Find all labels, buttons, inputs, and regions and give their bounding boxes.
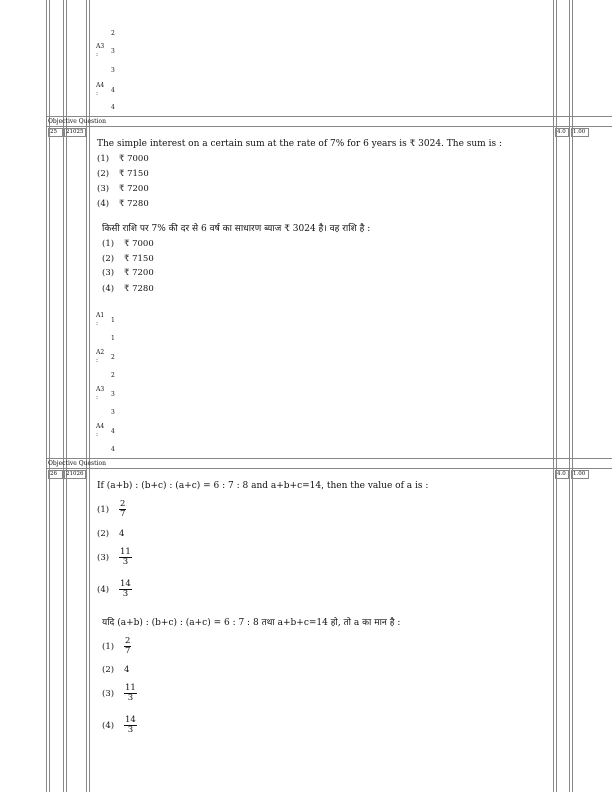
option-en-1: (1) ₹ 7000 [97,154,149,164]
question-text-hi: किसी राशि पर 7% की दर से 6 वर्ष का साधारण ब्याज ₹ 3024 है। वह राशि है : [102,224,371,234]
option-en-2: (2) 4 [97,529,125,539]
section-label: Objective Question [48,460,106,467]
option-en-3: (3) $\frac{11}{3}$ [97,547,131,567]
option-hi-3: (3) $\frac{11}{3}$ [102,683,136,703]
option-hi-1: (1) ₹ 7000 [102,239,154,249]
a4-colon: : [96,90,99,97]
answer-below: 4 [111,446,115,453]
section-label: Objective Question [48,118,106,125]
a3-label: A3 [96,43,105,50]
answer-below: 3 [111,409,115,416]
option-hi-4: (4) ₹ 7280 [102,284,154,294]
negative-marks: 1.00 [571,128,589,137]
option-en-4: (4) ₹ 7280 [97,199,149,209]
negative-marks: 1.00 [571,470,589,479]
option-hi-2: (2) ₹ 7150 [102,254,154,264]
question-text-en: If (a+b) : (b+c) : (a+c) = 6 : 7 : 8 and a+b+c=14, then the value of a is : [97,481,429,491]
question-text-en: The simple interest on a certain sum at the rate of 7% for 6 years is ₹ 3024. The sum is : [97,139,502,149]
answer-below: 2 [111,372,115,379]
question-text-hi: यदि (a+b) : (b+c) : (a+c) = 6 : 7 : 8 तथा a+b+c=14 हो, तो a का मान है : [102,618,401,628]
question-id: 21025 [64,128,86,137]
option-hi-3: (3) ₹ 7200 [102,268,154,278]
answer-label: A4 [96,423,105,430]
answer-value: 1 [111,317,115,324]
option-en-4: (4) $\frac{14}{3}$ [97,579,131,599]
answer-value: 3 [111,391,115,398]
answer-colon: : [96,431,99,438]
answer-label: A2 [96,349,105,356]
marks: 4.0 [555,470,569,479]
question-id: 21026 [64,470,86,479]
post-a4-value: 4 [111,104,115,111]
answer-label: A3 [96,386,105,393]
option-hi-2: (2) 4 [102,665,130,675]
answer-value: 4 [111,428,115,435]
a3-value: 3 [111,48,115,55]
option-en-2: (2) ₹ 7150 [97,169,149,179]
a4-value: 4 [111,87,115,94]
marks: 4.0 [555,128,569,137]
answer-below: 1 [111,335,115,342]
option-en-3: (3) ₹ 7200 [97,184,149,194]
pre-a4-value: 3 [111,67,115,74]
question-number: 26 [48,470,63,479]
answer-value: 2 [111,354,115,361]
a3-colon: : [96,51,99,58]
question-number: 25 [48,128,63,137]
answer-label: A1 [96,312,105,319]
option-hi-1: (1) $\frac{2}{7}$ [102,636,131,656]
pre-a3-value: 2 [111,30,115,37]
a4-label: A4 [96,82,105,89]
option-hi-4: (4) $\frac{14}{3}$ [102,715,136,735]
answer-colon: : [96,394,99,401]
answer-colon: : [96,357,99,364]
option-en-1: (1) $\frac{2}{7}$ [97,499,126,519]
answer-colon: : [96,320,99,327]
